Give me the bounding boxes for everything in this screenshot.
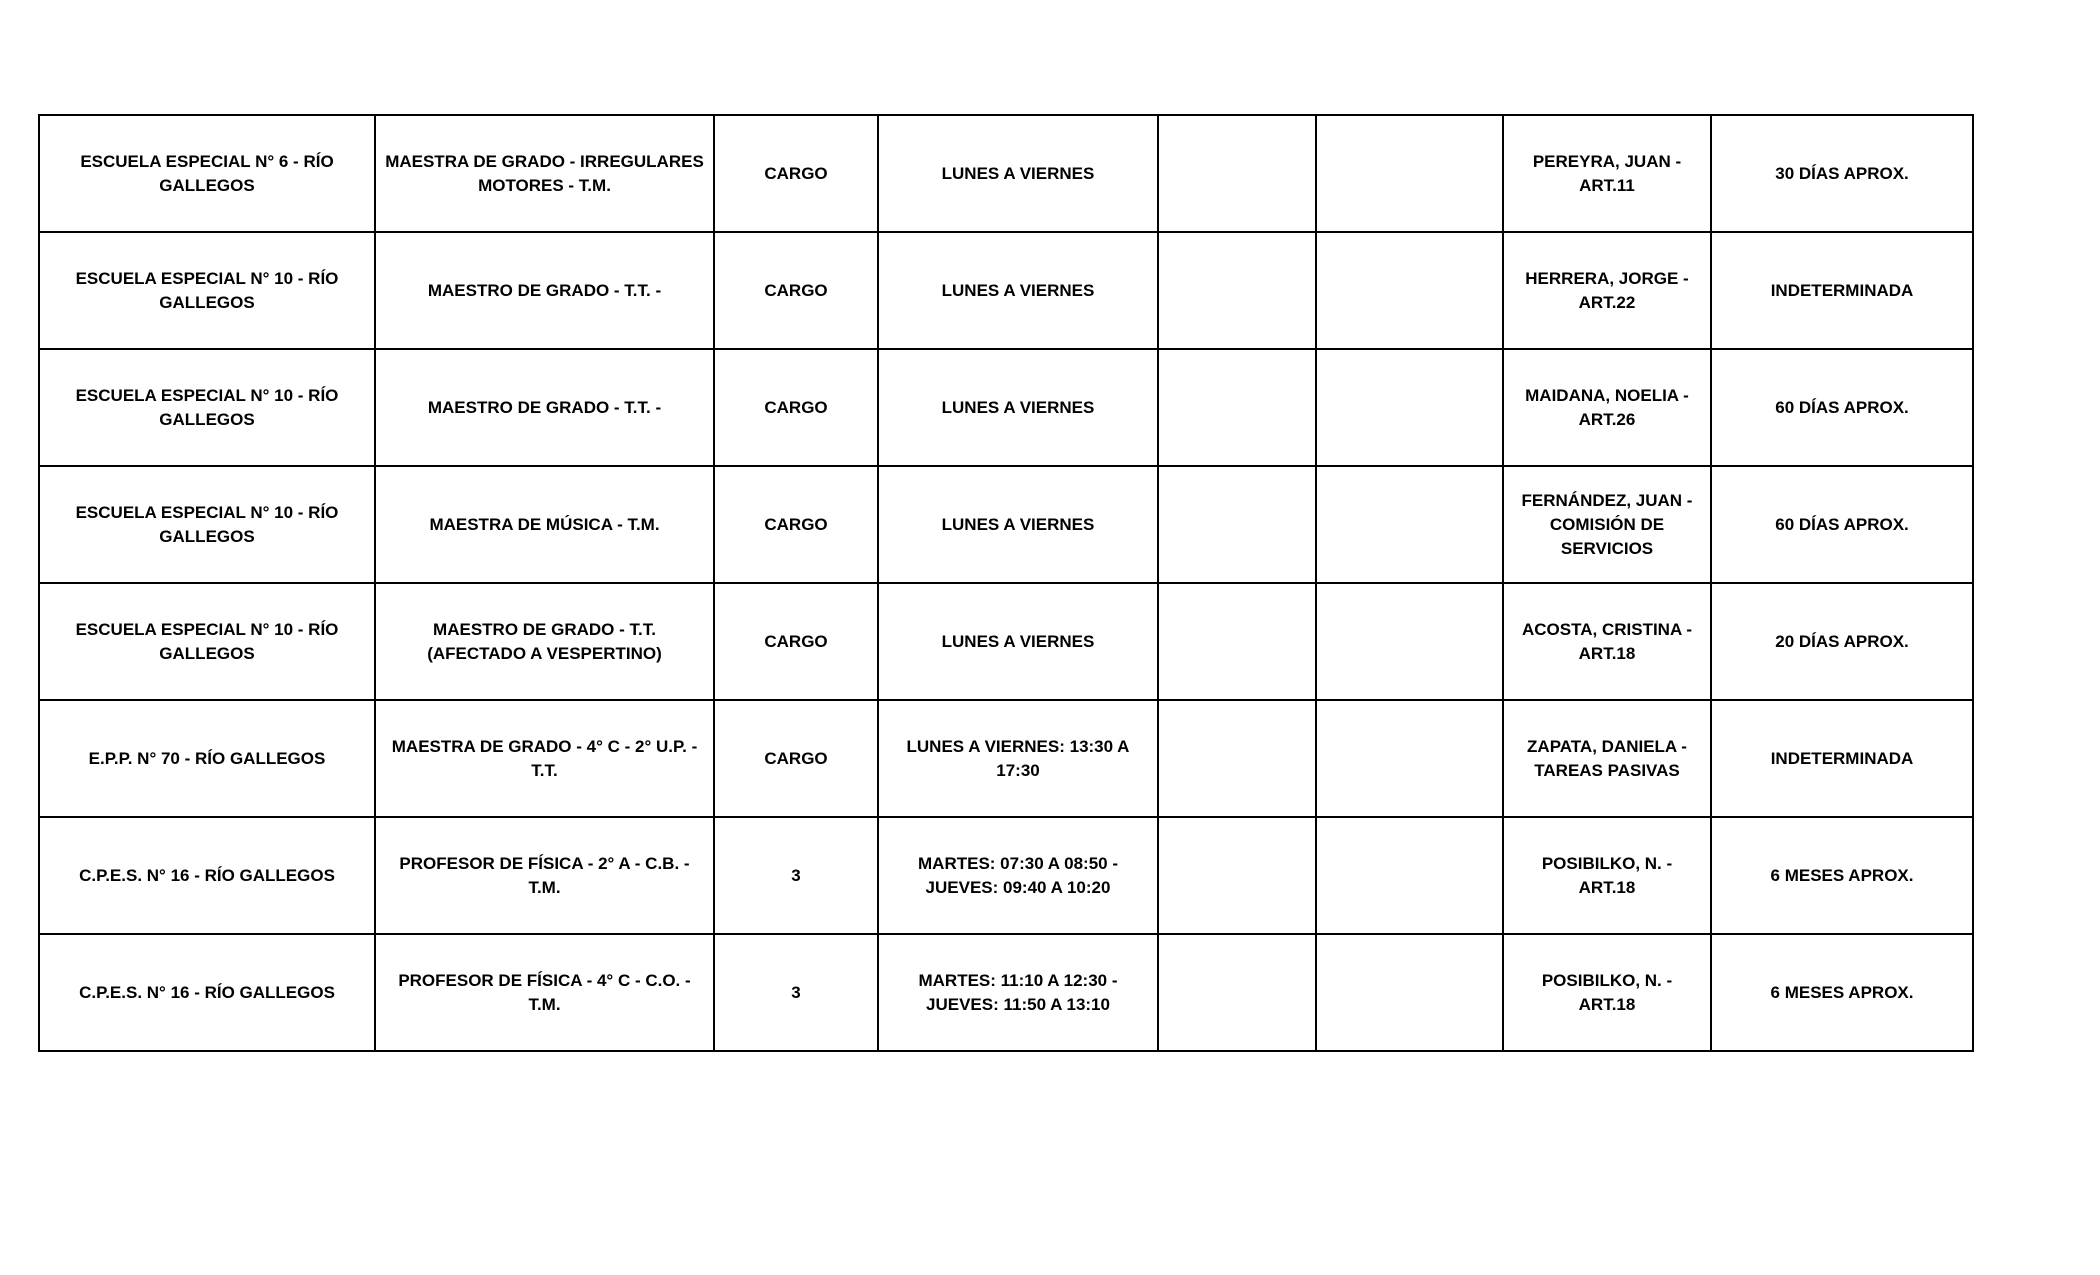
duration-cell: 60 DÍAS APROX.	[1711, 349, 1973, 466]
table-row	[39, 232, 1973, 349]
school-cell: ESCUELA ESPECIAL N° 6 - RÍO GALLEGOS	[39, 115, 375, 232]
position-cell: PROFESOR DE FÍSICA - 4° C - C.O. - T.M.	[375, 934, 714, 1051]
table-row	[39, 817, 1973, 934]
hours-cell: 3	[714, 817, 878, 934]
table-row	[39, 934, 1973, 1051]
schedule-cell: LUNES A VIERNES	[878, 583, 1158, 700]
school-cell: C.P.E.S. N° 16 - RÍO GALLEGOS	[39, 934, 375, 1051]
empty-cell	[1316, 934, 1503, 1051]
hours-cell: CARGO	[714, 115, 878, 232]
holder-cell: MAIDANA, NOELIA - ART.26	[1503, 349, 1711, 466]
vacancies-table	[38, 114, 1974, 1052]
hours-cell: CARGO	[714, 466, 878, 583]
empty-cell	[1316, 583, 1503, 700]
position-cell: MAESTRO DE GRADO - T.T. -	[375, 349, 714, 466]
empty-cell	[1158, 349, 1316, 466]
empty-cell	[1316, 115, 1503, 232]
hours-cell: CARGO	[714, 349, 878, 466]
duration-cell: INDETERMINADA	[1711, 700, 1973, 817]
holder-cell: ZAPATA, DANIELA - TAREAS PASIVAS	[1503, 700, 1711, 817]
hours-cell: 3	[714, 934, 878, 1051]
position-cell: MAESTRO DE GRADO - T.T. (AFECTADO A VESPERTINO)	[375, 583, 714, 700]
duration-cell: 6 MESES APROX.	[1711, 934, 1973, 1051]
position-cell: PROFESOR DE FÍSICA - 2° A - C.B. - T.M.	[375, 817, 714, 934]
empty-cell	[1316, 466, 1503, 583]
schedule-cell: LUNES A VIERNES	[878, 232, 1158, 349]
position-cell: MAESTRA DE GRADO - 4° C - 2° U.P. - T.T.	[375, 700, 714, 817]
schedule-cell: MARTES: 07:30 A 08:50 - JUEVES: 09:40 A 10:20	[878, 817, 1158, 934]
empty-cell	[1316, 349, 1503, 466]
empty-cell	[1158, 232, 1316, 349]
empty-cell	[1316, 817, 1503, 934]
table-row	[39, 583, 1973, 700]
table-row	[39, 466, 1973, 583]
schedule-cell: LUNES A VIERNES	[878, 349, 1158, 466]
schedule-cell: LUNES A VIERNES	[878, 466, 1158, 583]
school-cell: ESCUELA ESPECIAL N° 10 - RÍO GALLEGOS	[39, 583, 375, 700]
holder-cell: POSIBILKO, N. - ART.18	[1503, 817, 1711, 934]
duration-cell: 60 DÍAS APROX.	[1711, 466, 1973, 583]
empty-cell	[1316, 700, 1503, 817]
table-body	[39, 115, 1973, 1051]
holder-cell: PEREYRA, JUAN - ART.11	[1503, 115, 1711, 232]
table-row	[39, 115, 1973, 232]
school-cell: E.P.P. N° 70 - RÍO GALLEGOS	[39, 700, 375, 817]
school-cell: ESCUELA ESPECIAL N° 10 - RÍO GALLEGOS	[39, 466, 375, 583]
schedule-cell: MARTES: 11:10 A 12:30 - JUEVES: 11:50 A 13:10	[878, 934, 1158, 1051]
holder-cell: ACOSTA, CRISTINA - ART.18	[1503, 583, 1711, 700]
holder-cell: POSIBILKO, N. - ART.18	[1503, 934, 1711, 1051]
empty-cell	[1158, 817, 1316, 934]
school-cell: ESCUELA ESPECIAL N° 10 - RÍO GALLEGOS	[39, 232, 375, 349]
table-row	[39, 700, 1973, 817]
position-cell: MAESTRA DE GRADO - IRREGULARES MOTORES - T.M.	[375, 115, 714, 232]
empty-cell	[1158, 934, 1316, 1051]
schedule-cell: LUNES A VIERNES	[878, 115, 1158, 232]
hours-cell: CARGO	[714, 700, 878, 817]
table-row	[39, 349, 1973, 466]
empty-cell	[1316, 232, 1503, 349]
school-cell: ESCUELA ESPECIAL N° 10 - RÍO GALLEGOS	[39, 349, 375, 466]
hours-cell: CARGO	[714, 583, 878, 700]
schedule-cell: LUNES A VIERNES: 13:30 A 17:30	[878, 700, 1158, 817]
position-cell: MAESTRO DE GRADO - T.T. -	[375, 232, 714, 349]
duration-cell: 20 DÍAS APROX.	[1711, 583, 1973, 700]
position-cell: MAESTRA DE MÚSICA - T.M.	[375, 466, 714, 583]
empty-cell	[1158, 466, 1316, 583]
empty-cell	[1158, 700, 1316, 817]
holder-cell: FERNÁNDEZ, JUAN - COMISIÓN DE SERVICIOS	[1503, 466, 1711, 583]
empty-cell	[1158, 583, 1316, 700]
school-cell: C.P.E.S. N° 16 - RÍO GALLEGOS	[39, 817, 375, 934]
hours-cell: CARGO	[714, 232, 878, 349]
duration-cell: INDETERMINADA	[1711, 232, 1973, 349]
duration-cell: 30 DÍAS APROX.	[1711, 115, 1973, 232]
holder-cell: HERRERA, JORGE - ART.22	[1503, 232, 1711, 349]
empty-cell	[1158, 115, 1316, 232]
duration-cell: 6 MESES APROX.	[1711, 817, 1973, 934]
